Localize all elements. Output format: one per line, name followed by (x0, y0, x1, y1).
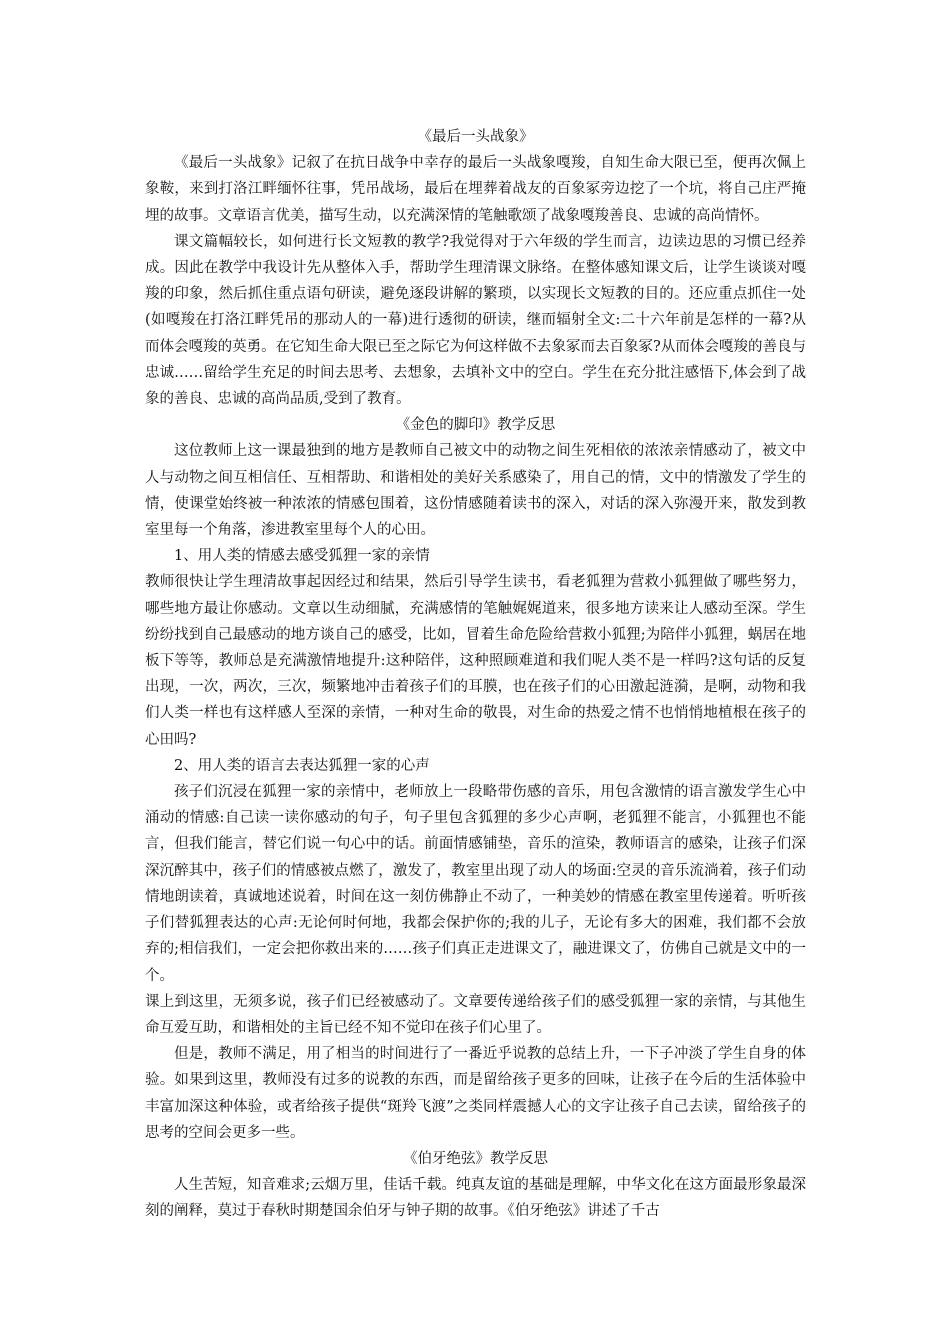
section-golden-footprints (145, 412, 806, 1146)
body-paragraph: 课文篇幅较长，如何进行长文短教的教学?我觉得对于六年级的学生而言，边读边思的习惯已经养成。因此在教学中我设计先从整体入手，帮助学生理清课文脉络。在整体感知课文后，让学生谈谈对嘎羧的印象，然后抓住重点语句研读，避免逐段讲解的繁琐，以实现长文短教的目的。还应重点抓住一处(如嘎羧在打洛江畔凭吊的那动人的一幕)进行透彻的研读，继而辐射全文:二十六年前是怎样的一幕?从而体会嘎羧的英勇。在它知生命大限已至之际它为何这样做不去象冢而去百象冢?从而体会嘎羧的善良与忠诚……留给学生充足的时间去思考、去想象，去填补文中的空白。学生在充分批注感悟下,体会到了战象的善良、忠诚的高尚品质,受到了教育。 (145, 233, 806, 408)
body-paragraph: 课上到这里，无须多说，孩子们已经被感动了。文章要传递给孩子们的感受狐狸一家的亲情，与其他生命互爱互助，和谐相处的主旨已经不知不觉印在孩子们心里了。 (145, 993, 806, 1036)
body-paragraph: 人生苦短，知音难求;云烟万里，佳话千载。纯真友谊的基础是理解，中华文化在这方面最形象最深刻的阐释，莫过于春秋时期楚国余伯牙与钟子期的故事。《伯牙绝弦》讲述了千古 (145, 1177, 806, 1220)
body-paragraph: 《最后一头战象》记叙了在抗日战争中幸存的最后一头战象嘎羧，自知生命大限已至，便再次佩上象鞍，来到打洛江畔缅怀往事，凭吊战场，最后在埋葬着战友的百象冢旁边挖了一个坑，将自己庄严掩埋的故事。文章语言优美，描写生动，以充满深情的笔触歌颂了战象嘎羧善良、忠诚的高尚情怀。 (145, 155, 806, 224)
section-boya-juexian (145, 1146, 806, 1225)
section-last-war-elephant (145, 124, 806, 412)
section-title: 《最后一头战象》 (417, 129, 534, 145)
body-paragraph: 但是，教师不满足，用了相当的时间进行了一番近乎说教的总结上升，一下子冲淡了学生自身的体验。如果到这里，教师没有过多的说教的东西，而是留给孩子更多的回味，让孩子在今后的生活体验中丰富加深这种体验，或者给孩子提供“斑羚飞渡”之类同样震撼人心的文字让孩子自己去读，留给孩子的思考的空间会更多一些。 (145, 1046, 806, 1141)
body-paragraph: 这位教师上这一课最独到的地方是教师自己被文中的动物之间生死相依的浓浓亲情感动了，被文中人与动物之间互相信任、互相帮助、和谐相处的美好关系感染了，用自己的情，文中的情激发了学生的情，使课堂始终被一种浓浓的情感包围着，这份情感随着读书的深入，对话的深入弥漫开来，散发到教室里每一个角落，渗进教室里每个人的心田。 (145, 443, 806, 539)
subheading: 1、用人类的情感去感受狐狸一家的亲情 (174, 548, 430, 565)
body-paragraph: 教师很快让学生理清故事起因经过和结果，然后引导学生读书，看老狐狸为营救小狐狸做了哪些努力，哪些地方最让你感动。文章以生动细腻，充满感情的笔触娓娓道来，很多地方读来让人感动至深。学生纷纷找到自己最感动的地方谈自己的感受，比如，冒着生命危险给营救小狐狸;为陪伴小狐狸，蜗居在地板下等等，教师总是充满激情地提升:这种陪伴，这种照顾难道和我们呢人类不是一样吗?这句话的反复出现，一次，两次，三次，频繁地冲击着孩子们的耳膜，也在孩子们的心田激起涟漪，是啊，动物和我们人类一样也有这样感人至深的亲情，一种对生命的敬畏，对生命的热爱之情不也悄悄地植根在孩子的心田吗? (145, 574, 806, 748)
section-title: 《金色的脚印》教学反思 (395, 417, 556, 434)
section-title: 《伯牙绝弦》教学反思 (403, 1150, 548, 1167)
body-paragraph: 孩子们沉浸在狐狸一家的亲情中，老师放上一段略带伤感的音乐，用包含激情的语言激发学生心中涌动的情感:自己读一读你感动的句子，句子里包含狐狸的多少心声啊，老狐狸不能言，小狐狸也不能言，但我们能言，替它们说一句心中的话。前面情感铺垫，音乐的渲染，教师语言的感染，让孩子们深深沉醉其中，孩子们的情感被点燃了，激发了，教室里出现了动人的场面:空灵的音乐流淌着，孩子们动情地朗读着，真诚地述说着，时间在这一刻仿佛静止不动了，一种美妙的情感在教室里传递着。听听孩子们替狐狸表达的心声:无论何时何地，我都会保护你的;我的儿子，无论有多大的困难，我们都不会放弃的;相信我们，一定会把你救出来的……孩子们真正走进课文了，融进课文了，仿佛自己就是文中的一个。 (145, 784, 806, 984)
document-page (145, 124, 806, 1225)
subheading: 2、用人类的语言去表达狐狸一家的心声 (174, 757, 430, 774)
